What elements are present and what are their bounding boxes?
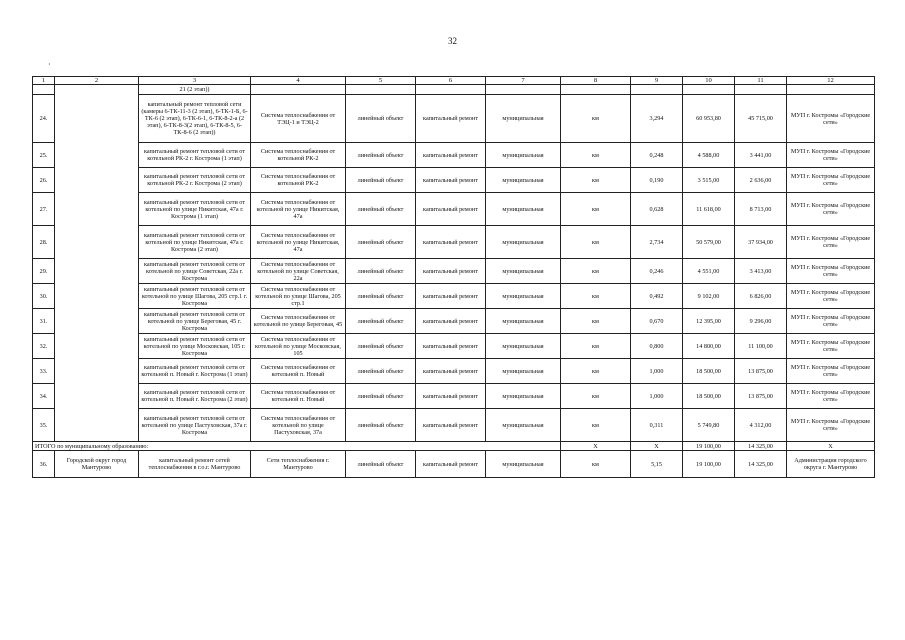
unit: км: [561, 259, 631, 284]
quantity: 0,628: [631, 193, 683, 226]
table-row: [33, 359, 875, 384]
subsidy-cost: 6 826,00: [735, 284, 787, 309]
executor: МУП г. Костромы «Городские сети»: [787, 168, 875, 193]
col-number: 5: [346, 77, 416, 85]
unit: км: [561, 409, 631, 442]
work-description: капитальный ремонт тепловой сети от котельной п. Новый г. Кострома (2 этап): [139, 384, 251, 409]
col-number: 2: [55, 77, 139, 85]
system-name: Система теплоснабжения от котельной по улице Московская, 105: [251, 334, 346, 359]
work-kind: капитальный ремонт: [416, 334, 486, 359]
executor: МУП г. Костромы «Городские сети»: [787, 259, 875, 284]
system-name: Система теплоснабжения от котельной по улице Никитская, 47а: [251, 193, 346, 226]
executor: МУП г. Костромы «Городские сети»: [787, 193, 875, 226]
unit: км: [561, 226, 631, 259]
object-type: линейный объект: [346, 193, 416, 226]
object-type: линейный объект: [346, 168, 416, 193]
row-number: 34.: [33, 384, 55, 409]
subsidy-cost: 45 715,00: [735, 95, 787, 143]
work-description: капитальный ремонт тепловой сети от котельной по улице Береговая, 45 г. Кострома: [139, 309, 251, 334]
col-number: 9: [631, 77, 683, 85]
row-number: 27.: [33, 193, 55, 226]
work-kind: капитальный ремонт: [416, 168, 486, 193]
quantity: 0,190: [631, 168, 683, 193]
quantity: 2,734: [631, 226, 683, 259]
system-name: Система теплоснабжения от котельной п. Новый: [251, 359, 346, 384]
total-cost: 11 618,00: [683, 193, 735, 226]
col-number: 3: [139, 77, 251, 85]
ownership: муниципальная: [486, 334, 561, 359]
work-description: капитальный ремонт тепловой сети от котельной по улице Шагова, 205 стр.1 г. Кострома: [139, 284, 251, 309]
work-kind: капитальный ремонт: [416, 95, 486, 143]
total-cost: 50 579,00: [683, 226, 735, 259]
row-number: 25.: [33, 143, 55, 168]
continuation-row: [33, 85, 875, 95]
total-x: Х: [561, 442, 631, 451]
table-row: [33, 193, 875, 226]
unit: км: [561, 309, 631, 334]
quantity: 1,000: [631, 359, 683, 384]
total-cost: 3 515,00: [683, 168, 735, 193]
quantity: 0,492: [631, 284, 683, 309]
table-row: [33, 143, 875, 168]
col-number: 1: [33, 77, 55, 85]
total-cost: 19 100,00: [683, 442, 735, 451]
subsidy-cost: 3 413,00: [735, 259, 787, 284]
table-row: [33, 451, 875, 478]
object-type: линейный объект: [346, 451, 416, 478]
subsidy-cost: 11 100,00: [735, 334, 787, 359]
col-number: 10: [683, 77, 735, 85]
col-number: 4: [251, 77, 346, 85]
quantity: 0,248: [631, 143, 683, 168]
total-cost: 12 395,00: [683, 309, 735, 334]
subsidy-cost: 13 875,00: [735, 384, 787, 409]
work-kind: капитальный ремонт: [416, 284, 486, 309]
table-row: [33, 384, 875, 409]
object-type: линейный объект: [346, 409, 416, 442]
ownership: муниципальная: [486, 95, 561, 143]
system-name: Система теплоснабжения от котельной по улице Советская, 22а: [251, 259, 346, 284]
work-kind: капитальный ремонт: [416, 193, 486, 226]
row-number: 36.: [33, 451, 55, 478]
executor: МУП г. Костромы «Городские сети»: [787, 284, 875, 309]
total-subsidy: 14 325,00: [735, 442, 787, 451]
quantity: 0,670: [631, 309, 683, 334]
object-type: линейный объект: [346, 95, 416, 143]
object-type: линейный объект: [346, 384, 416, 409]
ownership: муниципальная: [486, 168, 561, 193]
ownership: муниципальная: [486, 451, 561, 478]
ownership: муниципальная: [486, 359, 561, 384]
work-description: капитальный ремонт тепловой сети от котельной по улице Советская, 22а г. Кострома: [139, 259, 251, 284]
table-row: [33, 409, 875, 442]
executor: МУП г. Костромы «Городские сети»: [787, 95, 875, 143]
heat-network-repair-table: [32, 76, 875, 478]
work-description: капитальный ремонт тепловой сети (камеры 6-ТК-11-3 (2 этап), 6-ТК-1-Б, 6-ТК-6 (2 этап), 6-ТК-6-1, 6-ТК-8-2-а (2 этап), 6-ТК-8-3(2 этап), 6-ТК-8-5, 6-ТК-8-6 (2 этап)): [139, 95, 251, 143]
subsidy-cost: 2 636,00: [735, 168, 787, 193]
total-cost: 4 551,00: [683, 259, 735, 284]
table-row: [33, 259, 875, 284]
col-number: 8: [561, 77, 631, 85]
total-cost: 5 749,80: [683, 409, 735, 442]
executor: Администрация городского округа г. Мантурово: [787, 451, 875, 478]
row-number: 32.: [33, 334, 55, 359]
table-row: [33, 95, 875, 143]
system-name: Система теплоснабжения от котельной по улице Береговая, 45: [251, 309, 346, 334]
unit: км: [561, 168, 631, 193]
subsidy-cost: 4 312,00: [735, 409, 787, 442]
page-mark: ·: [48, 60, 51, 69]
continuation-text: 21 (2 этап)): [139, 85, 251, 95]
work-kind: капитальный ремонт: [416, 409, 486, 442]
total-cost: 19 100,00: [683, 451, 735, 478]
system-name: Система теплоснабжения от котельной п. Новый: [251, 384, 346, 409]
subsidy-cost: 9 296,00: [735, 309, 787, 334]
total-cost: 18 500,00: [683, 359, 735, 384]
col-number: 11: [735, 77, 787, 85]
work-kind: капитальный ремонт: [416, 259, 486, 284]
row-number: 26.: [33, 168, 55, 193]
object-type: линейный объект: [346, 259, 416, 284]
quantity: 0,246: [631, 259, 683, 284]
work-kind: капитальный ремонт: [416, 384, 486, 409]
total-cost: 60 953,80: [683, 95, 735, 143]
work-description: капитальный ремонт тепловой сети от котельной по улице Никитская, 47а г. Кострома (1 этап): [139, 193, 251, 226]
ownership: муниципальная: [486, 284, 561, 309]
total-x: Х: [787, 442, 875, 451]
subsidy-cost: 14 325,00: [735, 451, 787, 478]
row-number: 33.: [33, 359, 55, 384]
work-kind: капитальный ремонт: [416, 451, 486, 478]
row-number: 30.: [33, 284, 55, 309]
subsidy-cost: 37 934,00: [735, 226, 787, 259]
col-number: 7: [486, 77, 561, 85]
unit: км: [561, 95, 631, 143]
ownership: муниципальная: [486, 384, 561, 409]
system-name: Система теплоснабжения от котельной по улице Шагова, 205 стр.1: [251, 284, 346, 309]
system-name: Система теплоснабжения от котельной по улице Пастуховская, 37а: [251, 409, 346, 442]
work-description: капитальный ремонт тепловой сети от котельной по улице Московская, 105 г. Кострома: [139, 334, 251, 359]
system-name: Система теплоснабжения от котельной РК-2: [251, 143, 346, 168]
work-kind: капитальный ремонт: [416, 309, 486, 334]
table-row: [33, 284, 875, 309]
municipality-cell: [55, 85, 139, 442]
work-description: капитальный ремонт тепловой сети от котельной РК-2 г. Кострома (2 этап): [139, 168, 251, 193]
work-kind: капитальный ремонт: [416, 143, 486, 168]
work-description: капитальный ремонт тепловой сети от котельной РК-2 г. Кострома (1 этап): [139, 143, 251, 168]
unit: км: [561, 334, 631, 359]
municipality-name: Городской округ город Мантурово: [55, 451, 139, 478]
object-type: линейный объект: [346, 284, 416, 309]
quantity: 5,15: [631, 451, 683, 478]
unit: км: [561, 143, 631, 168]
quantity: 0,800: [631, 334, 683, 359]
executor: МУП г. Костромы «Городские сети»: [787, 384, 875, 409]
work-description: капитальный ремонт тепловой сети от котельной п. Новый г. Кострома (1 этап): [139, 359, 251, 384]
total-cost: 9 102,00: [683, 284, 735, 309]
system-name: Система теплоснабжения от котельной РК-2: [251, 168, 346, 193]
row-number: 35.: [33, 409, 55, 442]
work-description: капитальный ремонт тепловой сети от котельной по улице Пастуховская, 37а г. Кострома: [139, 409, 251, 442]
executor: МУП г. Костромы «Городские сети»: [787, 309, 875, 334]
col-number: 6: [416, 77, 486, 85]
work-kind: капитальный ремонт: [416, 359, 486, 384]
total-cost: 18 500,00: [683, 384, 735, 409]
object-type: линейный объект: [346, 143, 416, 168]
ownership: муниципальная: [486, 193, 561, 226]
total-label: ИТОГО по муниципальному образованию:: [33, 442, 561, 451]
page-number: 32: [448, 36, 457, 46]
ownership: муниципальная: [486, 409, 561, 442]
executor: МУП г. Костромы «Городские сети»: [787, 409, 875, 442]
ownership: муниципальная: [486, 259, 561, 284]
object-type: линейный объект: [346, 359, 416, 384]
system-name: Система теплоснабжения от ТЭЦ-1 и ТЭЦ-2: [251, 95, 346, 143]
object-type: линейный объект: [346, 309, 416, 334]
work-description: капитальный ремонт сетей теплоснабжения в г.о.г. Мантурово: [139, 451, 251, 478]
table-row: [33, 334, 875, 359]
ownership: муниципальная: [486, 309, 561, 334]
quantity: 1,000: [631, 384, 683, 409]
table-row: [33, 168, 875, 193]
ownership: муниципальная: [486, 143, 561, 168]
subsidy-cost: 3 441,00: [735, 143, 787, 168]
quantity: 0,311: [631, 409, 683, 442]
column-number-row: [33, 77, 875, 85]
table-row: [33, 309, 875, 334]
total-cost: 14 800,00: [683, 334, 735, 359]
subsidy-cost: 13 875,00: [735, 359, 787, 384]
unit: км: [561, 384, 631, 409]
subsidy-cost: 8 713,00: [735, 193, 787, 226]
table-row: [33, 226, 875, 259]
row-number: 28.: [33, 226, 55, 259]
row-number: 29.: [33, 259, 55, 284]
object-type: линейный объект: [346, 334, 416, 359]
executor: МУП г. Костромы «Городские сети»: [787, 143, 875, 168]
executor: МУП г. Костромы «Городские сети»: [787, 226, 875, 259]
unit: км: [561, 359, 631, 384]
unit: км: [561, 193, 631, 226]
col-number: 12: [787, 77, 875, 85]
unit: км: [561, 451, 631, 478]
quantity: 3,294: [631, 95, 683, 143]
total-x: Х: [631, 442, 683, 451]
object-type: линейный объект: [346, 226, 416, 259]
row-number: 31.: [33, 309, 55, 334]
system-name: Сети теплоснабжения г. Мантурово: [251, 451, 346, 478]
executor: МУП г. Костромы «Городские сети»: [787, 334, 875, 359]
unit: км: [561, 284, 631, 309]
total-cost: 4 588,00: [683, 143, 735, 168]
system-name: Система теплоснабжения от котельной по улице Никитская, 47а: [251, 226, 346, 259]
work-kind: капитальный ремонт: [416, 226, 486, 259]
row-number: 24.: [33, 95, 55, 143]
executor: МУП г. Костромы «Городские сети»: [787, 359, 875, 384]
ownership: муниципальная: [486, 226, 561, 259]
total-row: [33, 442, 875, 451]
work-description: капитальный ремонт тепловой сети от котельной по улице Никитская, 47а г. Кострома (2 этап): [139, 226, 251, 259]
